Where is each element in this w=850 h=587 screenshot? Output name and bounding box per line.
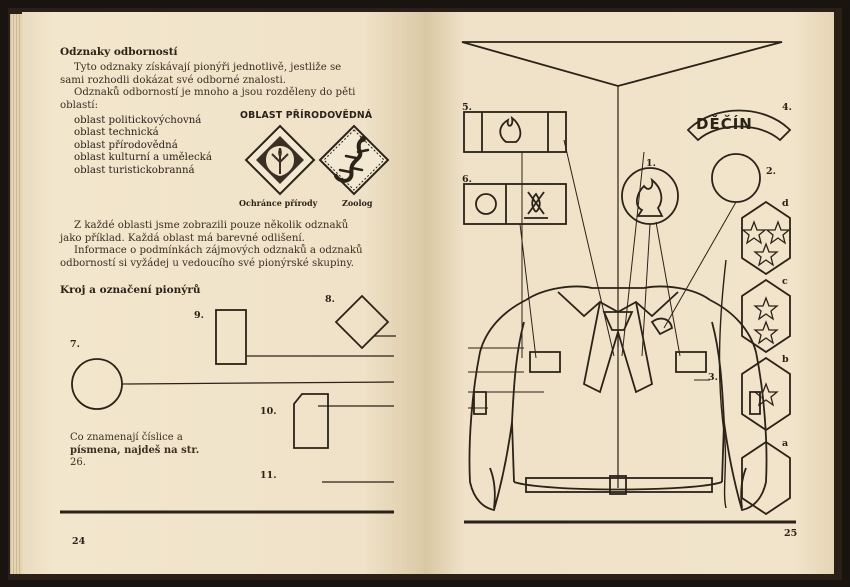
- rank-shield-c: [742, 280, 790, 352]
- list-item: oblast technická: [74, 127, 159, 139]
- examples-line: jako příklad. Každá oblast má barevné odlišení.: [60, 232, 305, 244]
- callout-1: 1.: [646, 158, 656, 169]
- examples-line: odborností si vyžádej u vedoucího své pionýrské skupiny.: [60, 257, 354, 269]
- badges-heading: Odznaky odborností: [60, 46, 178, 58]
- callout-6: 6.: [462, 174, 472, 185]
- rank-letter-b: b: [782, 354, 789, 365]
- badge-caption: Zoolog: [342, 198, 373, 208]
- question-line: Co znamenají číslice a: [70, 432, 183, 443]
- rank-letter-c: c: [782, 276, 788, 287]
- examples-line: Informace o podmínkách zájmových odznaků a odznaků: [74, 245, 363, 257]
- scarf-symbol: [462, 42, 782, 86]
- callout-7: 7.: [70, 339, 80, 350]
- callout-9: 9.: [194, 310, 204, 321]
- diamond-symbol: [336, 296, 388, 348]
- list-item: oblast politickovýchovná: [74, 115, 202, 126]
- intro-line: Tyto odznaky získávají pionýři jednotlivě, jestliže se: [74, 62, 342, 73]
- callout-2: 2.: [766, 166, 776, 177]
- rectangle-symbol: [216, 310, 246, 364]
- badge-strip-6: [464, 184, 566, 224]
- intro-line: oblastí:: [60, 99, 98, 111]
- callout-lines: [468, 140, 736, 408]
- list-item: oblast přírodovědná: [74, 139, 178, 151]
- question-line: 26.: [70, 457, 86, 469]
- city-patch-text: DĚČÍN: [696, 115, 753, 133]
- callout-11: 11.: [260, 470, 277, 481]
- intro-line: Odznaků odborností je mnoho a jsou rozděleny do pěti: [74, 87, 356, 99]
- circle-symbol: [72, 359, 122, 409]
- rank-letter-a: a: [782, 438, 789, 449]
- question-text: [70, 432, 230, 470]
- callout-8: 8.: [325, 294, 335, 305]
- list-item: oblast turistickobranná: [74, 164, 195, 176]
- empty-circle-badge: [712, 154, 760, 202]
- uniform-heading: Kroj a označení pionýrů: [60, 284, 201, 296]
- list-item: oblast kulturní a umělecká: [74, 152, 212, 164]
- callout-10: 10.: [260, 406, 277, 417]
- question-line: písmena, najdeš na str.: [70, 444, 200, 456]
- symbols-diagram: [22, 12, 424, 574]
- badge-area-title: OBLAST PŘÍRODOVĚDNÁ: [240, 110, 373, 121]
- callout-4: 4.: [782, 102, 792, 113]
- intro-line: sami rozhodli dokázat své odborné znalosti.: [60, 74, 286, 86]
- page-number-right: 25: [784, 528, 798, 539]
- rank-shield-d: [742, 202, 790, 274]
- rank-letter-d: d: [782, 198, 789, 209]
- uniform-diagram: [424, 12, 834, 574]
- right-page: [424, 12, 834, 574]
- callout-3: 3.: [708, 372, 718, 383]
- tag-symbol: [294, 394, 328, 448]
- callout-5: 5.: [462, 102, 472, 113]
- examples-line: Z každé oblasti jsme zobrazili pouze několik odznaků: [74, 220, 349, 231]
- badge-caption: Ochránce přírody: [239, 198, 318, 208]
- page-number-left: 24: [72, 536, 86, 547]
- left-page: [22, 12, 424, 574]
- open-book: [8, 8, 842, 580]
